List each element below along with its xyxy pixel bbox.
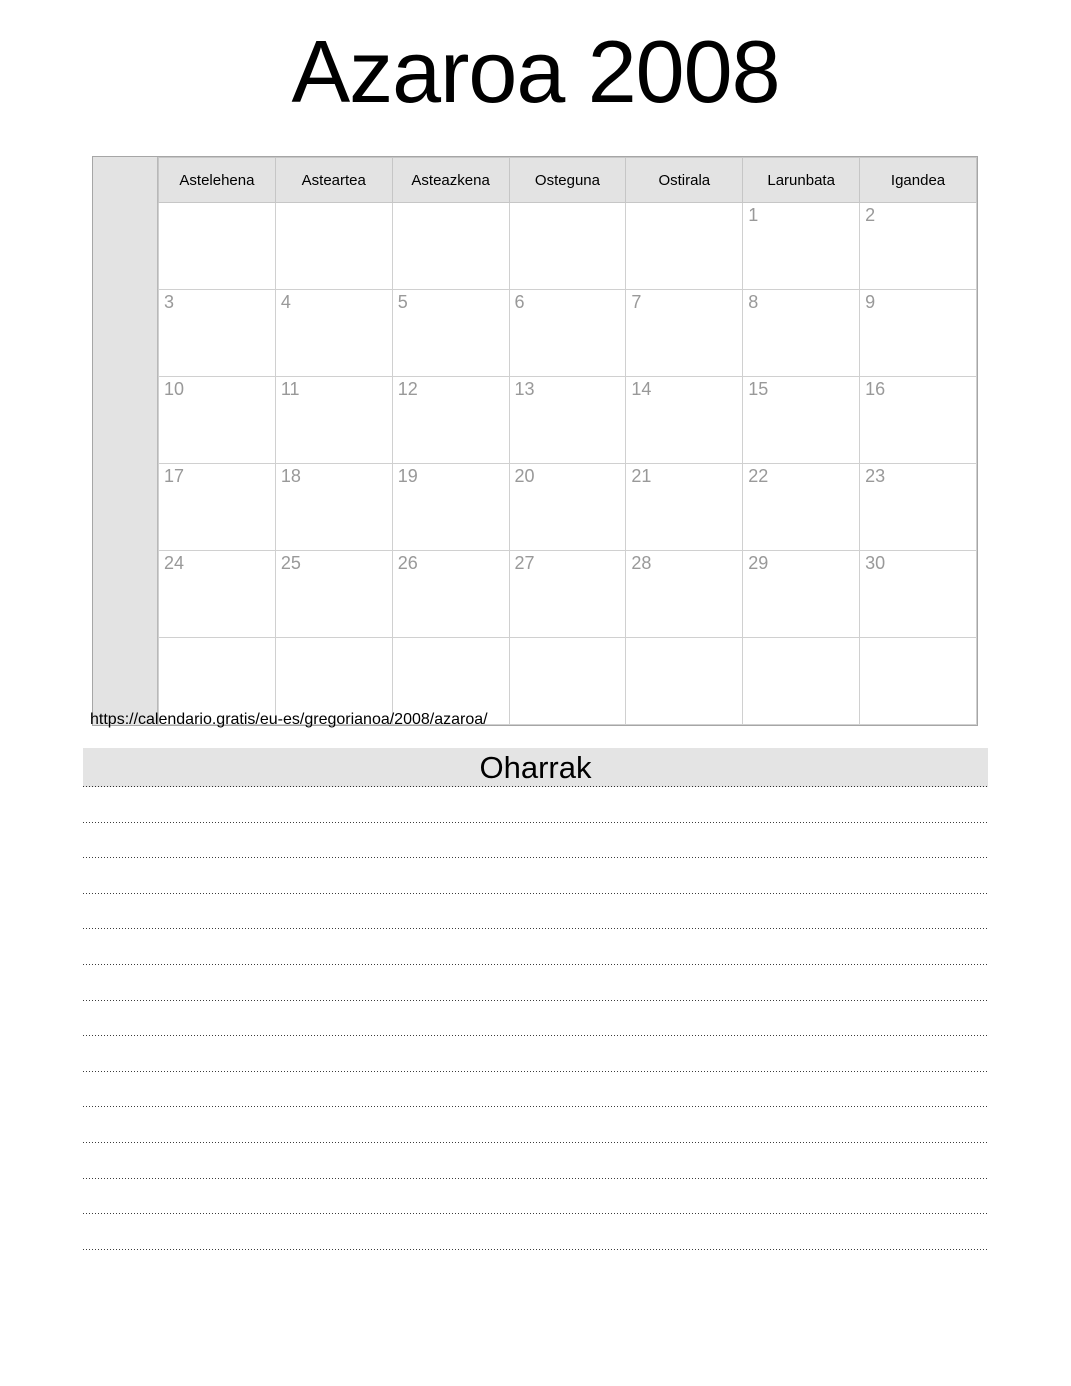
calendar-day-cell: 24 — [159, 551, 276, 638]
calendar-day-cell: 27 — [509, 551, 626, 638]
calendar-empty-cell — [860, 638, 977, 725]
weekday-header: Astelehena — [159, 158, 276, 203]
calendar-day-cell: 22 — [743, 464, 860, 551]
notes-ruled-line — [83, 1072, 988, 1108]
calendar-day-cell: 29 — [743, 551, 860, 638]
calendar-body — [159, 203, 977, 725]
calendar-day-cell: 7 — [626, 290, 743, 377]
weekday-header-row — [159, 158, 977, 203]
calendar-day-cell: 15 — [743, 377, 860, 464]
calendar-day-cell: 3 — [159, 290, 276, 377]
notes-ruled-line — [83, 1143, 988, 1179]
week-row — [159, 377, 977, 464]
page-title: Azaroa 2008 — [291, 22, 780, 121]
calendar-day-cell: 6 — [509, 290, 626, 377]
calendar-day-cell: 4 — [275, 290, 392, 377]
calendar-table — [158, 157, 977, 725]
calendar-day-cell: 19 — [392, 464, 509, 551]
calendar-day-cell: 8 — [743, 290, 860, 377]
weekday-header: Osteguna — [509, 158, 626, 203]
notes-ruled-line — [83, 965, 988, 1001]
notes-ruled-line — [83, 858, 988, 894]
calendar-day-cell: 12 — [392, 377, 509, 464]
weekday-header: Asteazkena — [392, 158, 509, 203]
calendar-empty-cell — [159, 203, 276, 290]
calendar-empty-cell — [509, 638, 626, 725]
calendar-day-cell: 30 — [860, 551, 977, 638]
calendar-day-cell: 2 — [860, 203, 977, 290]
calendar-empty-cell — [275, 203, 392, 290]
source-url: https://calendario.gratis/eu-es/gregorianoa/2008/azaroa/ — [90, 711, 488, 728]
notes-ruled-line — [83, 929, 988, 965]
calendar-empty-cell — [392, 203, 509, 290]
notes-title: Oharrak — [479, 750, 592, 785]
week-row — [159, 203, 977, 290]
notes-lines — [83, 787, 988, 1250]
calendar-day-cell: 10 — [159, 377, 276, 464]
calendar-day-cell: 23 — [860, 464, 977, 551]
calendar-empty-cell — [626, 203, 743, 290]
calendar-empty-cell — [626, 638, 743, 725]
calendar-empty-cell — [509, 203, 626, 290]
calendar-day-cell: 5 — [392, 290, 509, 377]
notes-ruled-line — [83, 1214, 988, 1250]
calendar — [92, 156, 978, 726]
notes-ruled-line — [83, 1036, 988, 1072]
weekday-header: Asteartea — [275, 158, 392, 203]
calendar-day-cell: 17 — [159, 464, 276, 551]
notes-ruled-line — [83, 823, 988, 859]
calendar-day-cell: 21 — [626, 464, 743, 551]
week-row — [159, 551, 977, 638]
calendar-day-cell: 13 — [509, 377, 626, 464]
week-row — [159, 290, 977, 377]
notes-ruled-line — [83, 787, 988, 823]
notes-section — [83, 748, 988, 1250]
notes-ruled-line — [83, 894, 988, 930]
calendar-empty-cell — [743, 638, 860, 725]
calendar-day-cell: 28 — [626, 551, 743, 638]
notes-header — [83, 748, 988, 787]
calendar-day-cell: 26 — [392, 551, 509, 638]
calendar-day-cell: 1 — [743, 203, 860, 290]
calendar-day-cell: 14 — [626, 377, 743, 464]
calendar-day-cell: 9 — [860, 290, 977, 377]
calendar-day-cell: 20 — [509, 464, 626, 551]
weekday-header: Ostirala — [626, 158, 743, 203]
calendar-day-cell: 18 — [275, 464, 392, 551]
weekday-header: Igandea — [860, 158, 977, 203]
calendar-day-cell: 16 — [860, 377, 977, 464]
calendar-left-gutter — [93, 157, 158, 725]
weekday-header: Larunbata — [743, 158, 860, 203]
notes-ruled-line — [83, 1001, 988, 1037]
notes-ruled-line — [83, 1107, 988, 1143]
notes-ruled-line — [83, 1179, 988, 1215]
calendar-day-cell: 25 — [275, 551, 392, 638]
calendar-day-cell: 11 — [275, 377, 392, 464]
week-row — [159, 464, 977, 551]
